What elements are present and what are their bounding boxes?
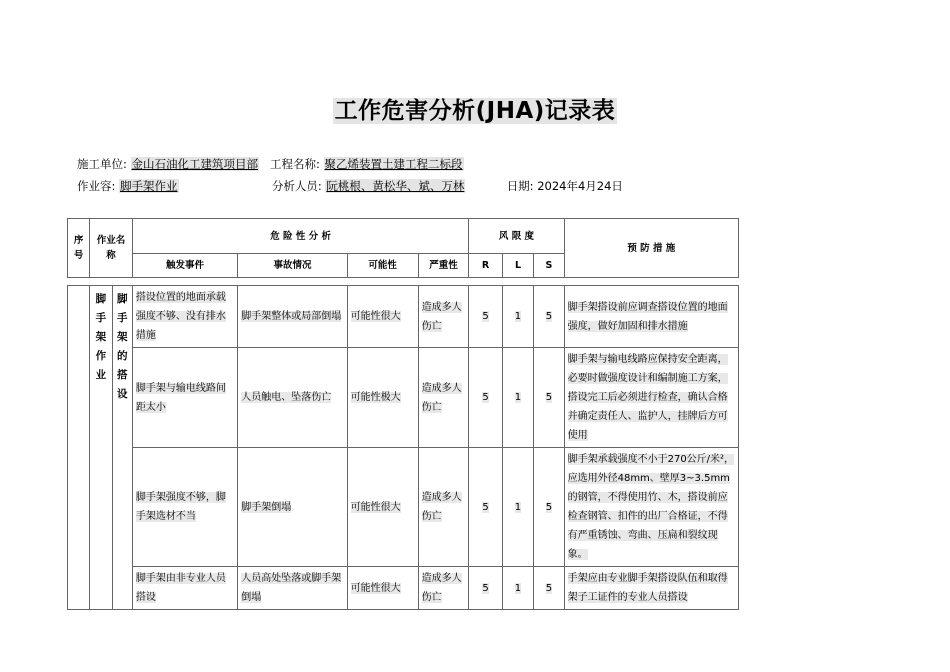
trigger-cell: 脚手架由非专业人员搭设 [132,567,237,610]
project-label: 工程名称: [270,157,320,171]
info-line-2 [77,178,623,194]
header-hazard-analysis: 危 险 性 分 析 [132,219,468,254]
header-r: R [469,254,502,278]
s-cell: 5 [534,348,564,448]
accident-cell: 脚手架整体或局部倒塌 [238,286,347,348]
spacer-row [68,278,739,286]
measure-cell: 脚手架搭设前应调查搭设位置的地面强度，做好加固和排水措施 [564,286,738,348]
possibility-cell: 可能性很大 [347,448,418,567]
jha-table [67,218,739,610]
header-l: L [502,254,533,278]
r-cell: 5 [469,348,502,448]
possibility-cell: 可能性很大 [347,286,418,348]
severity-cell: 造成多人伤亡 [418,286,469,348]
r-cell: 5 [469,448,502,567]
header-seq: 序号 [68,219,90,278]
page-title: 工作危害分析(JHA)记录表 [334,98,616,124]
header-severity: 严重性 [418,254,469,278]
accident-cell: 人员高处坠落或脚手架倒塌 [238,567,347,610]
l-cell: 1 [502,286,533,348]
header-row-1 [68,219,739,254]
severity-cell: 造成多人伤亡 [418,348,469,448]
project-value: 聚乙烯装置土建工程二标段 [324,157,463,171]
table-row [68,286,739,348]
analyst-label: 分析人员: [271,179,322,193]
accident-cell: 人员触电、坠落伤亡 [238,348,347,448]
table-row [68,448,739,567]
r-cell: 5 [469,286,502,348]
analyst-value: 阮桃根、黄松华、斌、万林 [326,179,465,193]
s-cell: 5 [534,286,564,348]
header-possibility: 可能性 [347,254,418,278]
s-cell: 5 [534,567,564,610]
l-cell: 1 [502,448,533,567]
measure-cell: 手架应由专业脚手架搭设队伍和取得架子工证件的专业人员搭设 [564,567,738,610]
task-main-cell: 脚 手 架 作 业 [90,286,112,610]
header-risk-degree: 风 限 度 [469,219,564,254]
severity-cell: 造成多人伤亡 [418,567,469,610]
header-task: 作业名称 [90,219,133,278]
date-label: 日期: [506,179,534,193]
info-line-1 [77,156,464,172]
date-value: 2024年4月24日 [537,179,623,193]
header-s: S [534,254,564,278]
work-label: 作业容: [77,179,116,193]
measure-cell: 脚手架与输电线路应保持安全距离，必要时做强度设计和编制施工方案，搭设完工后必须进行检查，确认合格并确定责任人、监护人，挂牌后方可使用 [564,348,738,448]
table-row [68,348,739,448]
task-sub-cell: 脚 手 架 的 搭 设 [112,286,132,610]
unit-label: 施工单位: [77,157,127,171]
possibility-cell: 可能性极大 [347,348,418,448]
table-row [68,567,739,610]
possibility-cell: 可能性很大 [347,567,418,610]
severity-cell: 造成多人伤亡 [418,448,469,567]
header-accident: 事故情况 [238,254,347,278]
trigger-cell: 搭设位置的地面承载强度不够、没有排水措施 [132,286,237,348]
r-cell: 5 [469,567,502,610]
seq-cell [68,286,90,610]
l-cell: 1 [502,348,533,448]
header-measures: 预 防 措 施 [564,219,738,278]
l-cell: 1 [502,567,533,610]
trigger-cell: 脚手架强度不够，脚手架选材不当 [132,448,237,567]
trigger-cell: 脚手架与输电线路间距太小 [132,348,237,448]
measure-cell: 脚手架承载强度不小于270公斤/米²，应选用外径48mm、壁厚3~3.5mm的钢管，不得使用竹、木，搭设前应检查钢管、扣件的出厂合格证，不得有严重锈蚀、弯曲、压扁和裂纹现象。 [564,448,738,567]
unit-value: 金山石油化工建筑项目部 [131,157,259,171]
s-cell: 5 [534,448,564,567]
accident-cell: 脚手架倒塌 [238,448,347,567]
work-value: 脚手架作业 [120,179,178,193]
header-trigger: 触发事件 [132,254,237,278]
